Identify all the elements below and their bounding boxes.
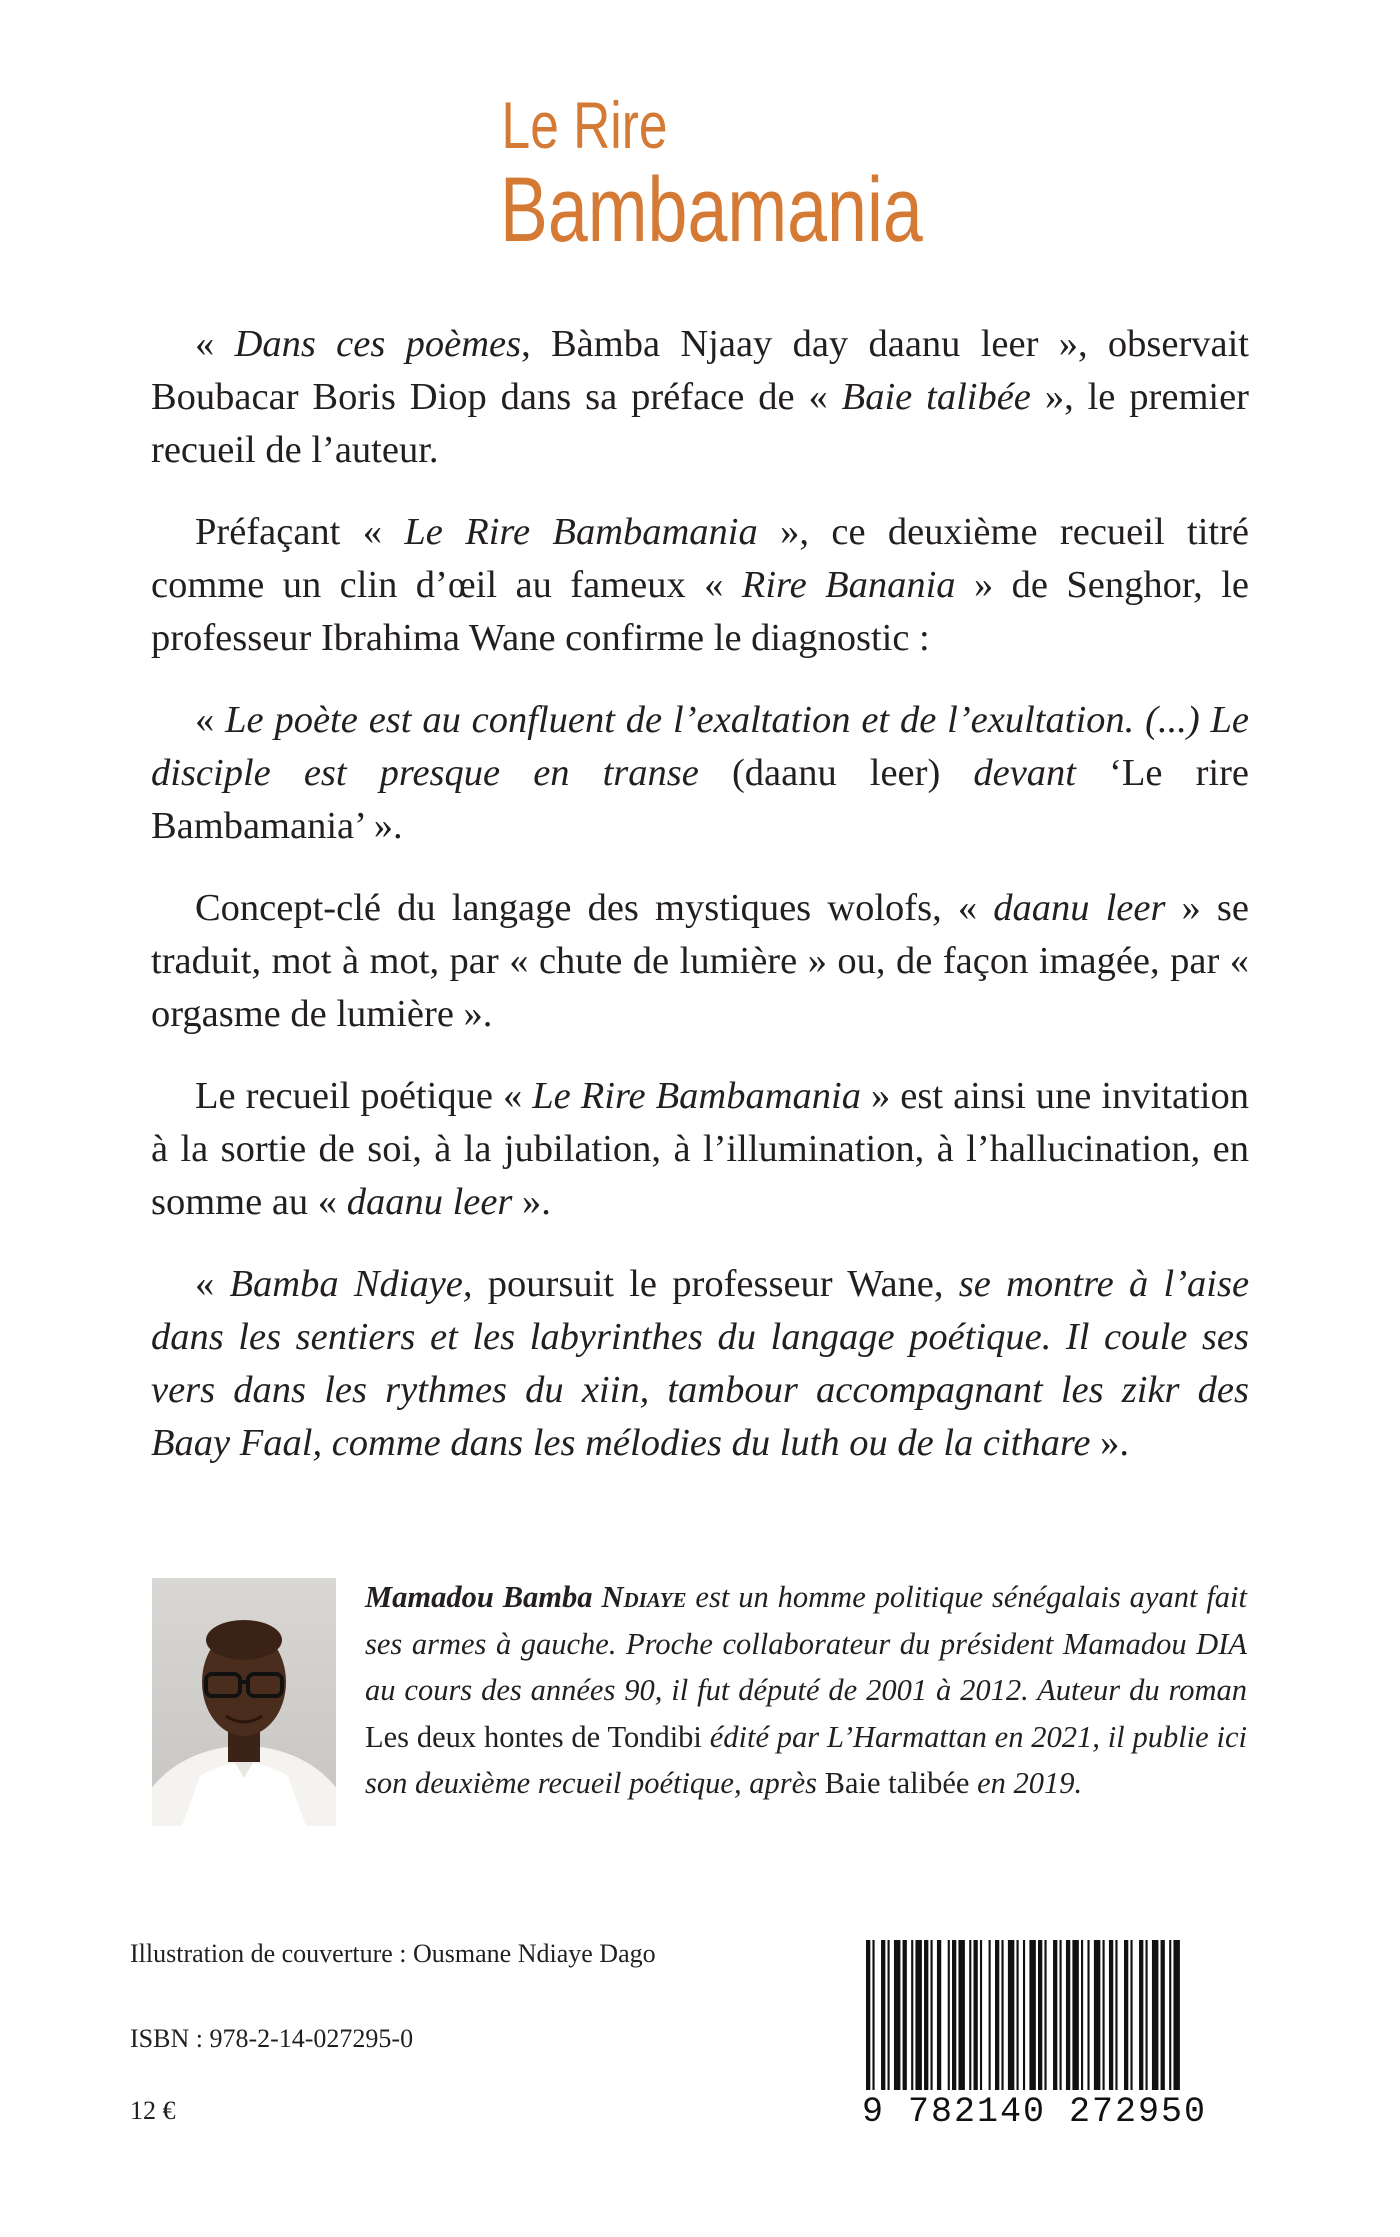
barcode-bar [1173,1940,1179,2090]
price: 12 € [130,2096,176,2125]
barcode-digits: 9 782140 272950 [862,2092,1208,2132]
barcode-bar [888,1940,890,2090]
barcode-bar [1053,1940,1057,2090]
barcode-bar [931,1940,933,2090]
barcode-bar [1139,1940,1143,2090]
barcode-bar [866,1940,870,2090]
paragraph-6-quote: « Bamba Ndiaye, poursuit le professeur Wane, se montre à l’aise dans les sentiers et les labyrinthes du langage poétique. Il coule ses vers dans les rythmes du xiin, tambour accompagnant les zikr des Baay Faal, comme dans les mélodies du luth ou de la cithare ». [151,1263,1250,1464]
paragraph-3-quote: « Le poète est au confluent de l’exaltation et de l’exultation. (...) Le disciple est presque en transe (daanu leer) devant ‘Le rire Bambamania’ ». [151,699,1250,847]
title-line-2: Bambamania [500,159,923,261]
cover-illustration-credit: Illustration de couverture : Ousmane Ndiaye Dago [130,1939,656,1968]
isbn: ISBN : 978-2-14-027295-0 [130,2024,414,2053]
barcode-bar [1017,1940,1019,2090]
barcode-bar [872,1940,874,2090]
barcode-bar [952,1940,956,2090]
author-bio: Mamadou Bamba Ndiaye est un homme politique sénégalais ayant fait ses armes à gauche. Proche collaborateur du président Mamadou DIA au cours des années 90, il fut député de 2001 à 2012. Auteur du roman Les deux hontes de Tondibi édité par L’Harmattan en 2021, il publie ici son deuxième recueil poétique, après Baie talibée en 2019. [365,1580,1248,1800]
title-line-1: Le Rire [501,88,668,162]
paragraph-2: Préfaçant « Le Rire Bambamania », ce deuxième recueil titré comme un clin d’œil au fameux « Rire Banania » de Senghor, le professeur Ibrahima Wane confirme le diagnostic : [151,511,1250,659]
barcode-bar [924,1940,928,2090]
book-title [500,88,923,261]
barcode-bar [1066,1940,1070,2090]
barcode-bar [1060,1940,1062,2090]
barcode-bar [1115,1940,1117,2090]
barcode-bar [1103,1940,1105,2090]
barcode-bar [881,1940,885,2090]
barcode-bar [911,1940,913,2090]
barcode-bar [1152,1940,1158,2090]
back-cover-text [151,318,1249,1499]
barcode-bar [1124,1940,1128,2090]
barcode-bar [974,1940,978,2090]
barcode-bar [1023,1940,1025,2090]
paragraph-4: Concept-clé du langage des mystiques wolofs, « daanu leer » se traduit, mot à mot, par « chute de lumière » ou, de façon imagée, par « orgasme de lumière ». [151,887,1249,1035]
barcode-bar [1087,1940,1089,2090]
barcode-bar [969,1940,971,2090]
barcode-bar [995,1940,999,2090]
paragraph-1: « Dans ces poèmes, Bàmba Njaay day daanu leer », observait Boubacar Boris Diop dans sa préface de « Baie talibée », le premier recueil de l’auteur. [151,323,1249,471]
barcode-bar [915,1940,921,2090]
barcode-bar [1072,1940,1078,2090]
barcode-bar [948,1940,950,2090]
barcode-bar [1044,1940,1046,2090]
barcode-bar [903,1940,907,2090]
barcode-bar [1038,1940,1042,2090]
barcode-bar [1109,1940,1113,2090]
barcode-bar [1081,1940,1083,2090]
barcode [862,1940,1180,2090]
barcode-bar [1001,1940,1003,2090]
barcode-bar [989,1940,991,2090]
barcode-bar [980,1940,982,2090]
barcode-bar [1169,1940,1171,2090]
barcode-bar [1008,1940,1014,2090]
barcode-bar [1161,1940,1165,2090]
barcode-bar [958,1940,964,2090]
barcode-bar [894,1940,900,2090]
paragraph-5: Le recueil poétique « Le Rire Bambamania » est ainsi une invitation à la sortie de soi, à la jubilation, à l’illumination, à l’hallucination, en somme au « daanu leer ». [151,1075,1249,1223]
barcode-bar [1094,1940,1100,2090]
barcode-bar [1029,1940,1035,2090]
barcode-bar [1130,1940,1132,2090]
barcode-bar [937,1940,941,2090]
barcode-bar [1146,1940,1148,2090]
author-photo [152,1578,336,1826]
